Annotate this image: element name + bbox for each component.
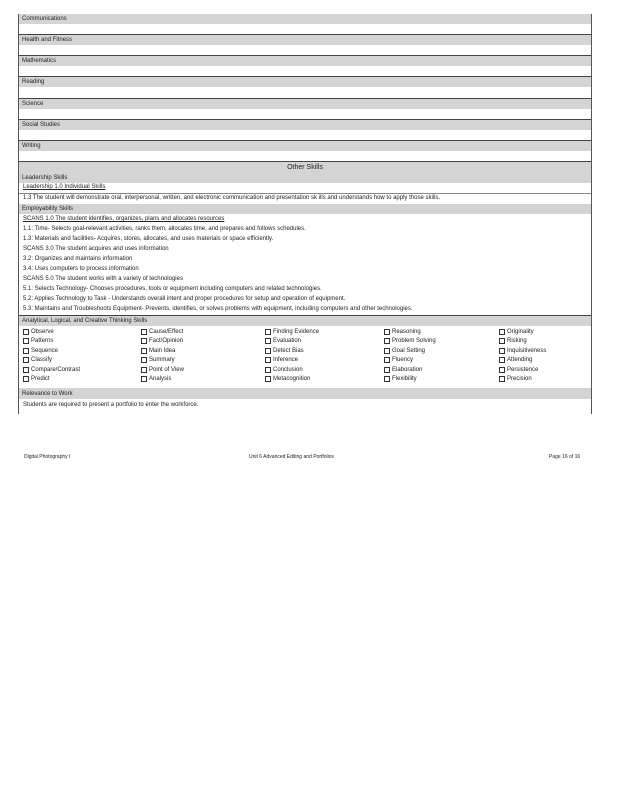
skill-checkbox-label: Fluency — [392, 357, 414, 364]
subject-header-health: Health and Fitness — [19, 35, 591, 45]
checkbox-icon[interactable] — [265, 329, 271, 335]
skill-checkbox-label: Elaboration — [392, 366, 423, 373]
skill-checkbox-item[interactable] — [265, 338, 301, 344]
checkbox-icon[interactable] — [265, 367, 271, 373]
skill-checkbox-item[interactable] — [265, 357, 298, 363]
subject-header-communications: Communications — [19, 14, 591, 24]
checkbox-icon[interactable] — [23, 338, 29, 344]
checkbox-icon[interactable] — [265, 348, 271, 354]
skill-checkbox-item[interactable] — [265, 376, 310, 382]
checkbox-icon[interactable] — [141, 329, 147, 335]
skill-checkbox-label: Sequence — [31, 347, 59, 354]
checkbox-icon[interactable] — [23, 348, 29, 354]
leadership-item: 1.3 The student will demonstrate oral, interpersonal, written, and electronic communication and presentation sk ills and understands how to apply those skills. — [23, 195, 441, 201]
skill-checkbox-label: Persistence — [507, 366, 539, 373]
skill-checkbox-label: Originality — [507, 329, 534, 335]
skill-checkbox-label: Inquisitiveness — [507, 347, 547, 354]
employability-line: 5.3: Maintains and Troubleshoots Equipment- Prevents, identifies, or solves problems with equipment, including computers and other technologies. — [23, 306, 413, 312]
employability-line: 1.3: Materials and facilities- Acquires, stores, allocates, and uses materials or space efficiently. — [23, 236, 274, 242]
skill-checkbox-item[interactable] — [23, 338, 53, 344]
employability-header: Employability Skills — [19, 204, 591, 214]
subject-header-science: Science — [19, 99, 591, 109]
skill-checkbox-item[interactable] — [499, 348, 546, 354]
other-skills-title: Other Skills — [19, 162, 591, 173]
employability-line: 5.2: Applies Technology to Task - Understands overall intent and proper procedures for setup and operation of equipment. — [23, 296, 346, 302]
skill-checkbox-item[interactable] — [141, 338, 183, 344]
skill-checkbox-item[interactable] — [499, 338, 527, 344]
skill-checkbox-label: Finding Evidence — [273, 329, 320, 335]
skill-checkbox-item[interactable] — [141, 329, 183, 335]
skill-checkbox-label: Analysis — [149, 376, 172, 382]
skill-checkbox-label: Predict — [31, 376, 50, 382]
skill-checkbox-item[interactable] — [23, 357, 52, 363]
checkbox-icon[interactable] — [384, 376, 390, 382]
skill-checkbox-item[interactable] — [141, 367, 184, 373]
skill-checkbox-item[interactable] — [384, 357, 413, 363]
skill-checkbox-item[interactable] — [141, 348, 175, 354]
skill-checkbox-item[interactable] — [384, 348, 425, 354]
skill-checkbox-label: Compare/Contrast — [31, 366, 81, 373]
footer-unit: Unit 6 Advanced Editing and Portfolios — [249, 454, 335, 460]
checkbox-icon[interactable] — [499, 329, 505, 335]
skill-checkbox-label: Observe — [31, 329, 54, 335]
checkbox-icon[interactable] — [265, 376, 271, 382]
skill-checkbox-label: Cause/Effect — [149, 329, 184, 335]
skill-checkbox-item[interactable] — [499, 357, 532, 363]
skill-checkbox-label: Point of View — [149, 366, 184, 373]
checkbox-icon[interactable] — [384, 357, 390, 363]
skill-checkbox-label: Precision — [507, 376, 532, 382]
checkbox-icon[interactable] — [499, 338, 505, 344]
standards-table — [18, 14, 592, 414]
skill-checkbox-item[interactable] — [23, 367, 80, 373]
skill-checkbox-item[interactable] — [499, 376, 532, 382]
skill-checkbox-label: Inference — [273, 357, 299, 364]
skill-checkbox-item[interactable] — [499, 367, 538, 373]
skill-checkbox-item[interactable] — [384, 329, 421, 335]
skill-checkbox-item[interactable] — [23, 348, 58, 354]
skill-checkbox-label: Conclusion — [273, 366, 303, 373]
subject-header-writing: Writing — [19, 141, 591, 151]
checkbox-icon[interactable] — [23, 367, 29, 373]
skill-checkbox-label: Evaluation — [273, 338, 302, 345]
row-divider — [19, 193, 591, 194]
employability-line: SCANS 5.0 The student works with a variety of technologies — [23, 276, 183, 282]
skill-checkbox-item[interactable] — [384, 376, 417, 382]
footer-page: Page 16 of 16 — [549, 454, 581, 460]
skill-checkbox-item[interactable] — [141, 376, 171, 382]
skill-checkbox-label: Main Idea — [149, 347, 176, 354]
checkbox-icon[interactable] — [141, 348, 147, 354]
skill-checkbox-label: Risking — [507, 338, 527, 345]
checkbox-icon[interactable] — [141, 357, 147, 363]
skill-checkbox-label: Fact/Opinion — [149, 338, 184, 345]
skill-checkbox-label: Metacognition — [273, 376, 311, 382]
employability-line: SCANS 3.0 The student acquires and uses information — [23, 246, 169, 252]
checkbox-icon[interactable] — [141, 376, 147, 382]
thinking-skills-header: Analytical, Logical, and Creative Thinking Skills — [19, 316, 591, 326]
skill-checkbox-item[interactable] — [23, 376, 50, 382]
skill-checkbox-item[interactable] — [265, 348, 304, 354]
leadership-subheading: Leadership 1.0 Individual Skills — [23, 184, 106, 190]
employability-line: 3.4: Uses computers to process information — [23, 266, 139, 272]
skill-checkbox-item[interactable] — [499, 329, 534, 335]
checkbox-icon[interactable] — [384, 329, 390, 335]
checkbox-icon[interactable] — [499, 357, 505, 363]
checkbox-icon[interactable] — [23, 376, 29, 382]
skill-checkbox-label: Goal Setting — [392, 347, 426, 354]
employability-line: 3.2: Organizes and maintains information — [23, 256, 133, 262]
skill-checkbox-item[interactable] — [141, 357, 175, 363]
skill-checkbox-label: Classify — [31, 357, 53, 364]
skill-checkbox-item[interactable] — [265, 367, 303, 373]
skill-checkbox-label: Reasoning — [392, 329, 421, 335]
leadership-header: Leadership Skills — [19, 173, 591, 183]
checkbox-icon[interactable] — [384, 338, 390, 344]
checkbox-icon[interactable] — [265, 338, 271, 344]
relevance-header: Relevance to Work — [19, 388, 591, 399]
checkbox-icon[interactable] — [384, 367, 390, 373]
skill-checkbox-label: Summary — [149, 357, 175, 364]
skill-checkbox-label: Flexibility — [392, 376, 417, 382]
skill-checkbox-label: Problem Solving — [392, 338, 436, 345]
employability-line: SCANS 1.0 The student identifies, organizes, plans and allocates resources — [23, 216, 225, 222]
checkbox-icon[interactable] — [23, 357, 29, 363]
checkbox-icon[interactable] — [499, 376, 505, 382]
checkbox-icon[interactable] — [23, 329, 29, 335]
relevance-text: Students are required to present a portfolio to enter the workforce. — [23, 402, 199, 408]
skill-checkbox-label: Detect Bias — [273, 347, 304, 354]
skill-checkbox-label: Patterns — [31, 338, 54, 345]
checkbox-icon[interactable] — [499, 348, 505, 354]
subject-header-mathematics: Mathematics — [19, 56, 591, 66]
skill-checkbox-item[interactable] — [23, 329, 54, 335]
checkbox-icon[interactable] — [384, 348, 390, 354]
employability-line: 1.1: Time- Selects goal-relevant activities, ranks them, allocates time, and prepares and follows schedules. — [23, 226, 306, 232]
skill-checkbox-label: Attending — [507, 357, 533, 364]
subject-header-social-studies: Social Studies — [19, 120, 591, 130]
subject-header-reading: Reading — [19, 77, 591, 87]
checkbox-icon[interactable] — [141, 338, 147, 344]
checkbox-icon[interactable] — [141, 367, 147, 373]
checkbox-icon[interactable] — [499, 367, 505, 373]
checkbox-icon[interactable] — [265, 357, 271, 363]
skill-checkbox-item[interactable] — [384, 338, 436, 344]
skill-checkbox-item[interactable] — [265, 329, 319, 335]
footer-course: Digital Photography I — [24, 454, 71, 460]
skill-checkbox-item[interactable] — [384, 367, 422, 373]
employability-line: 5.1: Selects Technology- Chooses procedures, tools or equipment including computers and related technologies. — [23, 286, 322, 292]
